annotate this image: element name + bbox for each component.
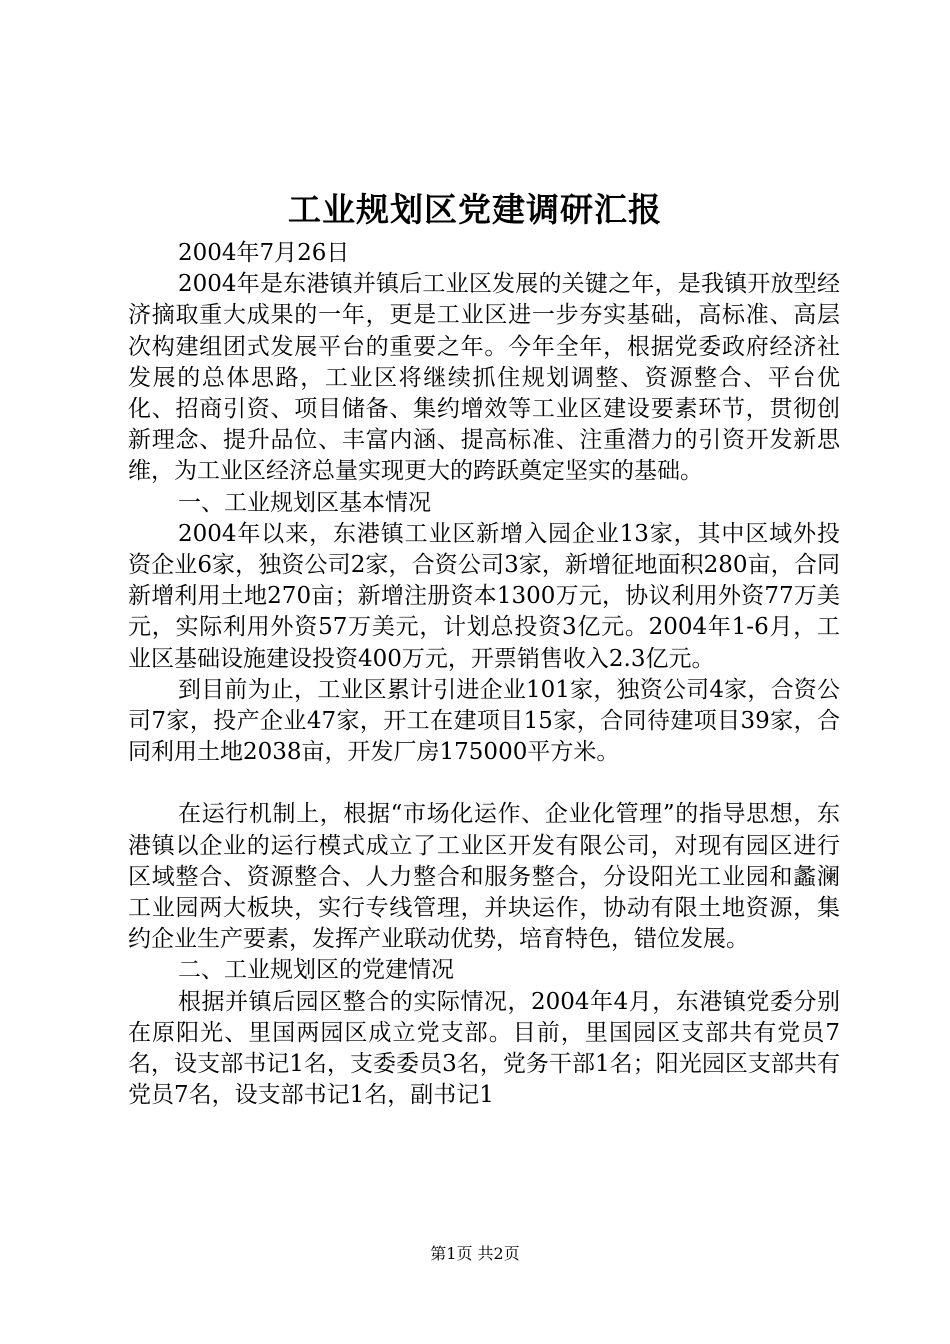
paragraph-cumulative: 到目前为止，工业区累计引进企业101家，独资公司4家，合资公司7家，投产企业47家，开工在建项目15家，合同待建项目39家，合同利用土地2038亩，开发厂房175000平方米。 xyxy=(128,676,840,766)
paragraph-statistics: 2004年以来，东港镇工业区新增入园企业13家，其中区域外投资企业6家，独资公司2家，合资公司3家，新增征地面积280亩，合同新增利用土地270亩；新增注册资本1300万元，协议利用外资77万美元，实际利用外资57万美元，计划总投资3亿元。2004年1-6月，工业区基础设施建设投资400万元，开票销售收入2.3亿元。 xyxy=(128,520,840,672)
date-line: 2004年7月26日 xyxy=(178,240,350,266)
section-heading-2: 二、工业规划区的党建情况 xyxy=(178,957,454,984)
paragraph-party-building: 根据并镇后园区整合的实际情况，2004年4月，东港镇党委分别在原阳光、里国两园区成立党支部。目前，里国园区支部共有党员7名，设支部书记1名，支委委员3名，党务干部1名；阳光园区支部共有党员7名，设支部书记1名，副书记1 xyxy=(128,988,840,1109)
document-body xyxy=(128,238,840,1111)
section-heading-1: 一、工业规划区基本情况 xyxy=(178,489,431,516)
paragraph-intro: 2004年是东港镇并镇后工业区发展的关键之年，是我镇开放型经济摘取重大成果的一年，更是工业区进一步夯实基础，高标准、高层次构建组团式发展平台的重要之年。今年全年，根据党委政府经济社发展的总体思路，工业区将继续抓住规划调整、资源整合、平台优化、招商引资、项目储备、集约增效等工业区建设要素环节，贯彻创新理念、提升品位、丰富内涵、提高标准、注重潜力的引资开发新思维，为工业区经济总量实现更大的跨跃奠定坚实的基础。 xyxy=(128,271,840,485)
page-footer: 第1页 共2页 xyxy=(430,1244,520,1263)
paragraph-mechanism: 在运行机制上，根据“市场化运作、企业化管理”的指导思想，东港镇以企业的运行模式成立了工业区开发有限公司，对现有园区进行区域整合、资源整合、人力整合和服务整合，分设阳光工业园和蠡澜工业园两大板块，实行专线管理，并块运作，协动有限土地资源，集约企业生产要素，发挥产业联动优势，培育特色，错位发展。 xyxy=(128,801,840,953)
document-title: 工业规划区党建调研汇报 xyxy=(288,190,662,229)
